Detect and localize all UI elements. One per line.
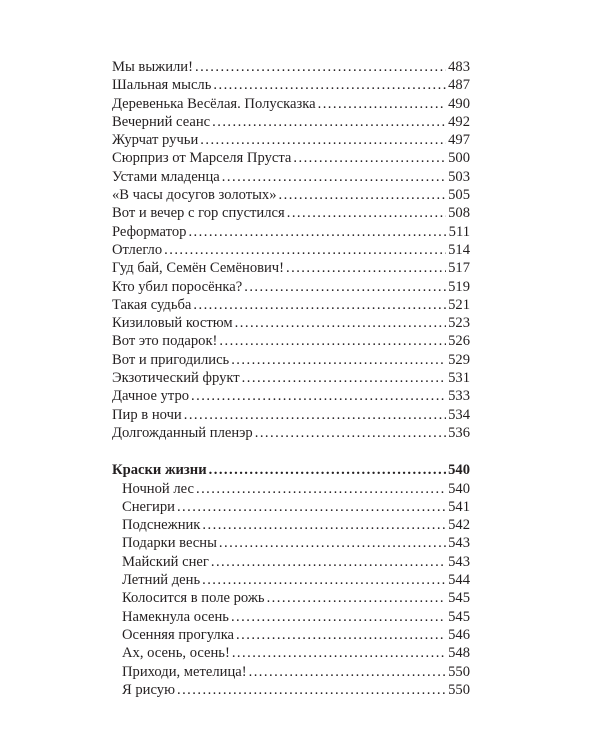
toc-entry-title: Дачное утро: [112, 388, 190, 405]
toc-entry: [112, 571, 470, 589]
toc-entry-title: Майский снег: [122, 553, 209, 570]
toc-leader-dots: [177, 681, 446, 699]
toc-entry-page: 526: [448, 333, 470, 350]
toc-leader-dots: [222, 168, 446, 186]
toc-entry: [112, 534, 470, 552]
toc-leader-dots: [249, 663, 447, 681]
toc-entry-title: Подснежник: [122, 517, 201, 534]
toc-entry-page: 543: [448, 535, 470, 552]
toc-entry: [112, 589, 470, 607]
toc-entry: [112, 131, 470, 149]
toc-section-entry: [112, 461, 470, 479]
toc-leader-dots: [202, 516, 446, 534]
toc-entry-title: Вот и вечер с гор спустился: [112, 205, 285, 222]
toc-entry: [112, 387, 470, 405]
toc-leader-dots: [231, 351, 446, 369]
toc-entry-page: 523: [448, 315, 470, 332]
toc-entry: [112, 626, 470, 644]
toc-entry: [112, 76, 470, 94]
toc-leader-dots: [293, 149, 446, 167]
toc-entry-page: 542: [448, 517, 470, 534]
toc-entry-title: Вот и пригодились: [112, 351, 230, 368]
toc-leader-dots: [195, 58, 446, 76]
toc-entry-page: 536: [448, 424, 470, 441]
toc-entry-page: 492: [448, 113, 470, 130]
toc-group-2: [112, 480, 470, 700]
toc-entry-title: Устами младенца: [112, 168, 220, 185]
toc-entry: [112, 369, 470, 387]
toc-entry: [112, 314, 470, 332]
toc-entry: [112, 553, 470, 571]
toc-entry-page: 517: [448, 260, 470, 277]
toc-leader-dots: [255, 424, 446, 442]
toc-leader-dots: [286, 259, 446, 277]
section-gap: [112, 442, 470, 461]
toc-entry-page: 540: [448, 480, 470, 497]
toc-entry-title: Я рисую: [122, 681, 175, 698]
toc-section-title: Краски жизни: [112, 462, 207, 479]
toc-leader-dots: [235, 314, 446, 332]
toc-entry: [112, 516, 470, 534]
toc-entry: [112, 204, 470, 222]
toc-entry-title: Намекнула осень: [122, 608, 229, 625]
toc-entry-title: Приходи, метелица!: [122, 663, 247, 680]
toc-entry-title: Гуд бай, Семён Семёнович!: [112, 260, 285, 277]
table-of-contents: [112, 58, 470, 699]
toc-entry-title: Подарки весны: [122, 535, 217, 552]
toc-entry-page: 487: [448, 77, 470, 94]
toc-entry-title: Отлегло: [112, 241, 163, 258]
toc-entry-title: Долгожданный пленэр: [112, 424, 253, 441]
toc-leader-dots: [231, 608, 446, 626]
toc-entry: [112, 223, 470, 241]
toc-leader-dots: [191, 387, 446, 405]
toc-entry-title: Экзотический фрукт: [112, 370, 240, 387]
toc-entry-page: 500: [448, 150, 470, 167]
toc-entry: [112, 113, 470, 131]
toc-entry: [112, 644, 470, 662]
toc-entry-page: 503: [448, 168, 470, 185]
toc-entry-title: «В часы досугов золотых»: [112, 187, 277, 204]
toc-entry-page: 529: [448, 351, 470, 368]
toc-entry-page: 497: [448, 132, 470, 149]
toc-entry: [112, 259, 470, 277]
toc-leader-dots: [287, 204, 446, 222]
toc-entry-page: 545: [448, 608, 470, 625]
toc-entry: [112, 424, 470, 442]
toc-leader-dots: [177, 498, 446, 516]
toc-entry-page: 521: [448, 296, 470, 313]
toc-leader-dots: [232, 644, 446, 662]
toc-entry-page: 546: [448, 626, 470, 643]
toc-entry-title: Пир в ночи: [112, 406, 182, 423]
toc-entry-page: 531: [448, 370, 470, 387]
toc-entry-title: Сюрприз от Марселя Пруста: [112, 150, 292, 167]
toc-entry: [112, 480, 470, 498]
toc-leader-dots: [196, 480, 446, 498]
toc-entry: [112, 681, 470, 699]
toc-entry-page: 541: [448, 498, 470, 515]
toc-leader-dots: [212, 113, 446, 131]
toc-leader-dots: [219, 332, 446, 350]
toc-entry: [112, 663, 470, 681]
toc-leader-dots: [279, 186, 447, 204]
toc-entry: [112, 406, 470, 424]
toc-entry-page: 544: [448, 572, 470, 589]
toc-entry: [112, 296, 470, 314]
toc-entry-page: 543: [448, 553, 470, 570]
toc-entry-page: 550: [448, 663, 470, 680]
toc-entry-page: 550: [448, 681, 470, 698]
toc-entry-page: 534: [448, 406, 470, 423]
toc-entry-title: Шальная мысль: [112, 77, 212, 94]
toc-section-page: 540: [448, 462, 470, 479]
toc-entry: [112, 241, 470, 259]
toc-entry: [112, 95, 470, 113]
toc-entry-title: Ночной лес: [122, 480, 194, 497]
toc-leader-dots: [193, 296, 446, 314]
toc-entry-title: Ах, осень, осень!: [122, 645, 230, 662]
toc-leader-dots: [209, 461, 446, 479]
toc-entry-title: Осенняя прогулка: [122, 626, 235, 643]
toc-entry-page: 545: [448, 590, 470, 607]
toc-leader-dots: [202, 571, 446, 589]
toc-entry-page: 505: [448, 187, 470, 204]
toc-entry-page: 548: [448, 645, 470, 662]
toc-entry-title: Реформатор: [112, 223, 187, 240]
toc-entry: [112, 149, 470, 167]
toc-entry: [112, 608, 470, 626]
toc-entry: [112, 58, 470, 76]
toc-entry-page: 533: [448, 388, 470, 405]
toc-leader-dots: [318, 95, 447, 113]
toc-entry-title: Летний день: [122, 572, 201, 589]
toc-entry-page: 519: [448, 278, 470, 295]
toc-entry: [112, 278, 470, 296]
toc-leader-dots: [236, 626, 446, 644]
toc-entry-title: Деревенька Весёлая. Полусказка: [112, 95, 316, 112]
toc-entry-title: Колосится в поле рожь: [122, 590, 265, 607]
toc-leader-dots: [242, 369, 446, 387]
toc-leader-dots: [188, 223, 446, 241]
toc-leader-dots: [200, 131, 446, 149]
toc-entry-page: 483: [448, 59, 470, 75]
toc-entry: [112, 168, 470, 186]
toc-leader-dots: [267, 589, 447, 607]
toc-entry-page: 514: [448, 241, 470, 258]
toc-leader-dots: [213, 76, 446, 94]
toc-entry-page: 490: [448, 95, 470, 112]
toc-leader-dots: [244, 278, 446, 296]
toc-entry: [112, 351, 470, 369]
toc-entry-title: Мы выжили!: [112, 59, 193, 75]
toc-entry: [112, 332, 470, 350]
toc-entry: [112, 186, 470, 204]
toc-group-1: [112, 58, 470, 442]
toc-entry-title: Снегири: [122, 498, 175, 515]
toc-leader-dots: [219, 534, 446, 552]
toc-entry-page: 508: [448, 205, 470, 222]
toc-entry-title: Журчат ручьи: [112, 132, 199, 149]
toc-entry-title: Кто убил поросёнка?: [112, 278, 243, 295]
toc-leader-dots: [164, 241, 446, 259]
toc-entry-title: Вечерний сеанс: [112, 113, 211, 130]
toc-entry-title: Вот это подарок!: [112, 333, 218, 350]
toc-leader-dots: [184, 406, 446, 424]
toc-leader-dots: [211, 553, 446, 571]
toc-entry: [112, 498, 470, 516]
toc-entry-title: Кизиловый костюм: [112, 315, 233, 332]
toc-entry-title: Такая судьба: [112, 296, 192, 313]
toc-entry-page: 511: [448, 223, 470, 240]
